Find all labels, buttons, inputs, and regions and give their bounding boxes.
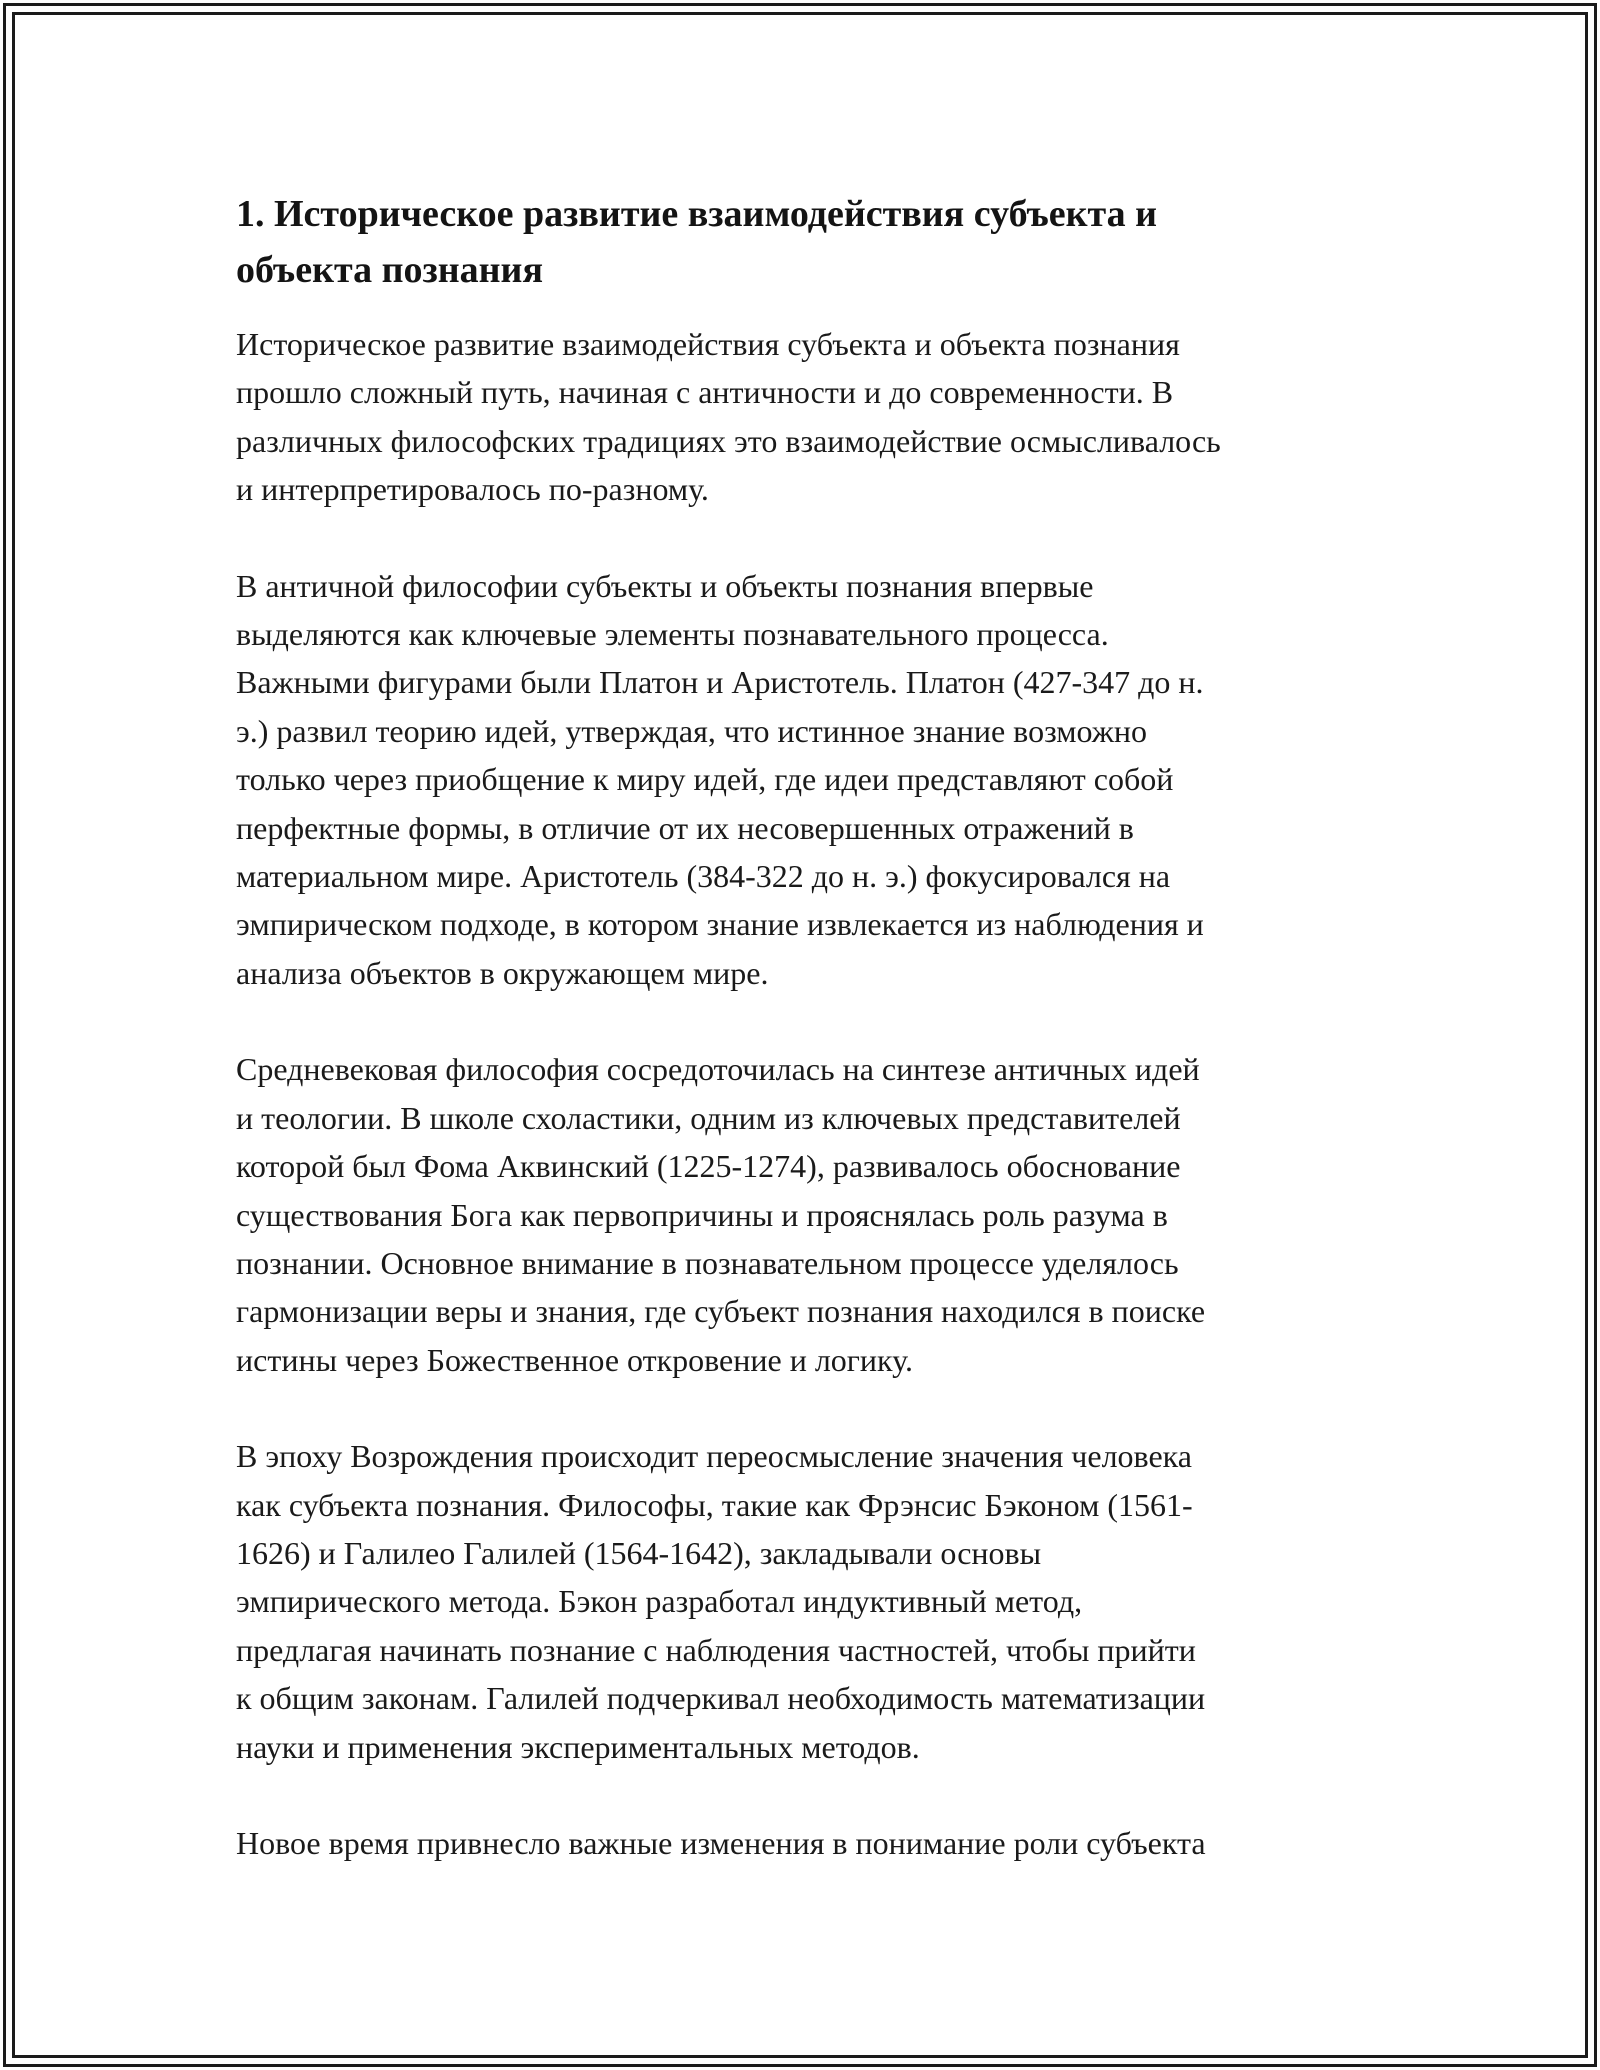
text-line: В античной философии субъекты и объекты познания впервые (236, 567, 1094, 604)
document-body (236, 186, 1376, 1915)
text-line: предлагая начинать познание с наблюдения частностей, чтобы прийти (236, 1631, 1196, 1668)
text-line: истины через Божественное откровение и логику. (236, 1341, 913, 1378)
text-line: материальном мире. Аристотель (384-322 до н. э.) фокусировался на (236, 858, 1171, 895)
text-line: эмпирического метода. Бэкон разработал индуктивный метод, (236, 1583, 1083, 1620)
text-line: существования Бога как первопричины и прояснялась роль разума в (236, 1196, 1168, 1233)
text-line: прошло сложный путь, начиная с античности и до современности. В (236, 374, 1174, 411)
text-line: Новое время привнесло важные изменения в понимание роли субъекта (236, 1824, 1206, 1861)
heading-line: 1. Историческое развитие взаимодействия субъекта и (236, 193, 1158, 235)
section-heading (236, 186, 1376, 298)
text-line: различных философских традициях это взаимодействие осмысливалось (236, 422, 1221, 459)
text-line: перфектные формы, в отличие от их несовершенных отражений в (236, 809, 1134, 846)
text-line: Средневековая философия сосредоточилась на синтезе античных идей (236, 1051, 1200, 1088)
paragraph-intro (236, 320, 1376, 514)
text-line: анализа объектов в окружающем мире. (236, 954, 769, 991)
text-line: к общим законам. Галилей подчеркивал необходимость математизации (236, 1680, 1206, 1717)
text-line: только через приобщение к миру идей, где идеи представляют собой (236, 761, 1174, 798)
heading-line: объекта познания (236, 249, 544, 291)
paragraph-renaissance (236, 1432, 1376, 1771)
text-line: и теологии. В школе схоластики, одним из ключевых представителей (236, 1099, 1181, 1136)
paragraph-medieval (236, 1045, 1376, 1384)
text-line: выделяются как ключевые элементы познавательного процесса. (236, 616, 1109, 653)
text-line: эмпирическом подходе, в котором знание извлекается из наблюдения и (236, 906, 1204, 943)
text-line: 1626) и Галилео Галилей (1564-1642), закладывали основы (236, 1534, 1042, 1571)
text-line: В эпоху Возрождения происходит переосмысление значения человека (236, 1438, 1192, 1475)
text-line: э.) развил теорию идей, утверждая, что истинное знание возможно (236, 712, 1147, 749)
paragraph-modern (236, 1819, 1376, 1867)
text-line: гармонизации веры и знания, где субъект познания находился в поиске (236, 1293, 1206, 1330)
text-line: науки и применения экспериментальных методов. (236, 1728, 920, 1765)
text-line: как субъекта познания. Философы, такие как Фрэнсис Бэконом (1561- (236, 1486, 1193, 1523)
paragraph-antiquity (236, 562, 1376, 998)
text-line: Историческое развитие взаимодействия субъекта и объекта познания (236, 326, 1180, 362)
text-line: познании. Основное внимание в познавательном процессе уделялось (236, 1244, 1179, 1281)
text-line: которой был Фома Аквинский (1225-1274), развивалось обоснование (236, 1148, 1181, 1185)
text-line: и интерпретировалось по-разному. (236, 471, 709, 508)
text-line: Важными фигурами были Платон и Аристотель. Платон (427-347 до н. (236, 664, 1204, 701)
